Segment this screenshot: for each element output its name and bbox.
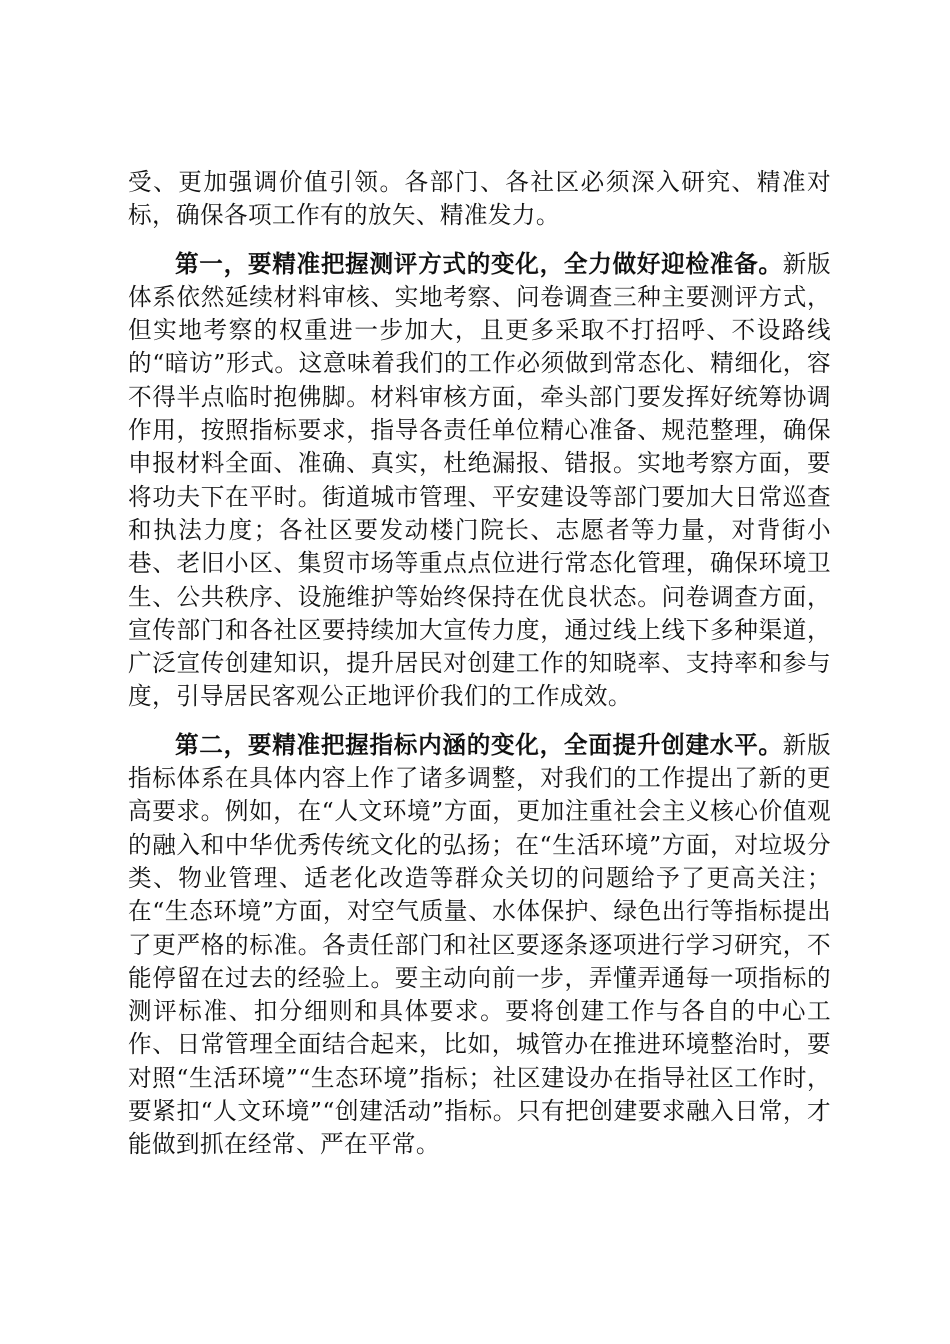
document-body: [128, 166, 831, 1162]
paragraph-text: 受、更加强调价值引领。各部门、各社区必须深入研究、精准对标，确保各项工作有的放矢、精准发力。: [128, 168, 831, 230]
paragraph-lead-heading: 第一，要精准把握测评方式的变化，全力做好迎检准备。: [175, 249, 783, 278]
paragraph-text: 新版体系依然延续材料审核、实地考察、问卷调查三种主要测评方式，但实地考察的权重进一步加大，且更多采取不打招呼、不设路线的“暗访”形式。这意味着我们的工作必须做到常态化、精细化，容不得半点临时抱佛脚。材料审核方面，牵头部门要发挥好统筹协调作用，按照指标要求，指导各责任单位精心准备、规范整理，确保申报材料全面、准确、真实，杜绝漏报、错报。实地考察方面，要将功夫下在平时。街道城市管理、平安建设等部门要加大日常巡查和执法力度；各社区要发动楼门院长、志愿者等力量，对背街小巷、老旧小区、集贸市场等重点点位进行常态化管理，确保环境卫生、公共秩序、设施维护等始终保持在优良状态。问卷调查方面，宣传部门和各社区要持续加大宣传力度，通过线上线下多种渠道，广泛宣传创建知识，提升居民对创建工作的知晓率、支持率和参与度，引导居民客观公正地评价我们的工作成效。: [128, 249, 831, 711]
paragraph-lead-heading: 第二，要精准把握指标内涵的变化，全面提升创建水平。: [175, 730, 783, 759]
paragraph-second-point: [128, 729, 831, 1162]
paragraph-first-point: [128, 248, 831, 714]
paragraph-continuation: [128, 166, 831, 233]
paragraph-text: 新版指标体系在具体内容上作了诸多调整，对我们的工作提出了新的更高要求。例如，在“人文环境”方面，更加注重社会主义核心价值观的融入和中华优秀传统文化的弘扬；在“生活环境”方面，对垃圾分类、物业管理、适老化改造等群众关切的问题给予了更高关注；在“生态环境”方面，对空气质量、水体保护、绿色出行等指标提出了更严格的标准。各责任部门和社区要逐条逐项进行学习研究，不能停留在过去的经验上。要主动向前一步，弄懂弄通每一项指标的测评标准、扣分细则和具体要求。要将创建工作与各自的中心工作、日常管理全面结合起来，比如，城管办在推进环境整治时，要对照“生活环境”“生态环境”指标；社区建设办在指导社区工作时，要紧扣“人文环境”“创建活动”指标。只有把创建要求融入日常，才能做到抓在经常、严在平常。: [128, 730, 831, 1159]
